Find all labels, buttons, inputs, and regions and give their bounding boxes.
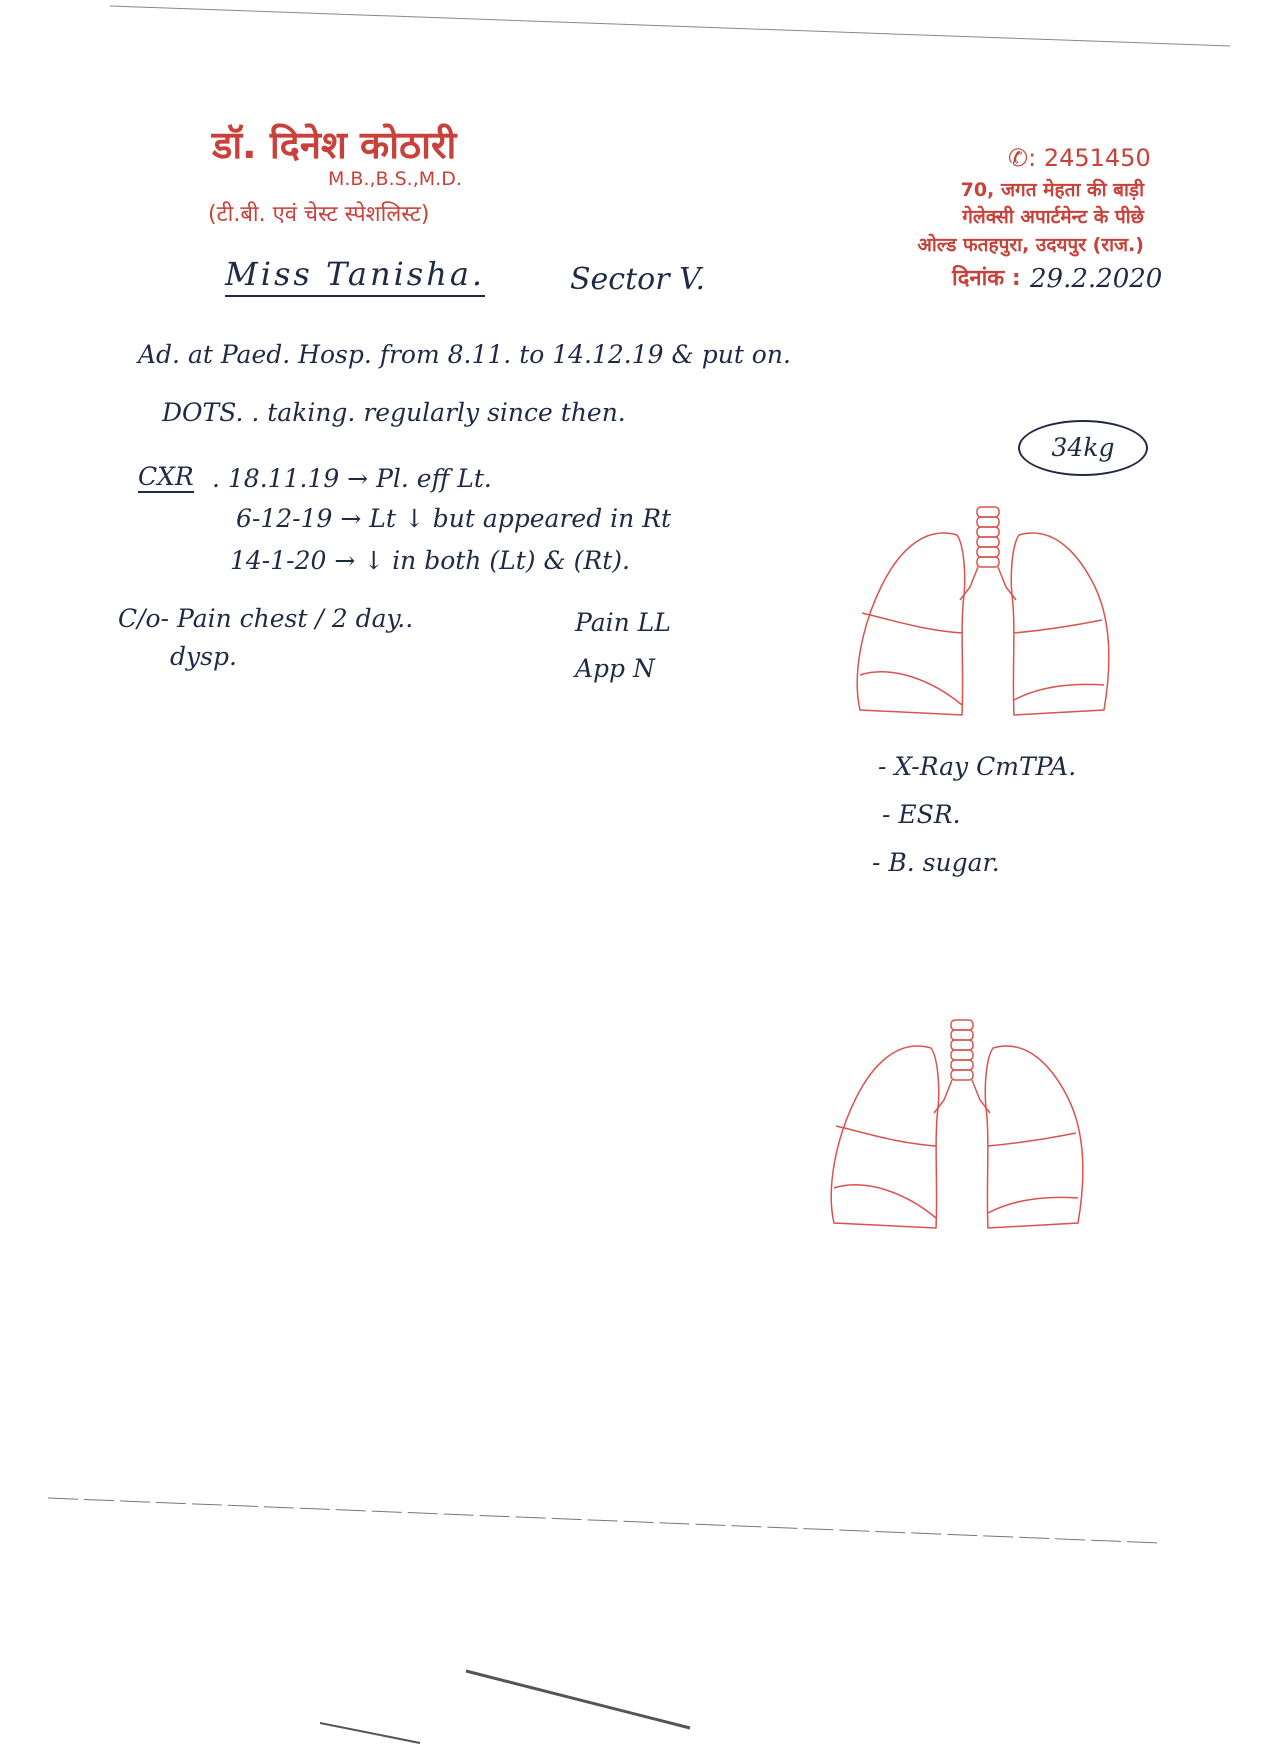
complaint-chest-pain: C/o- Pain chest / 2 day..: [118, 604, 414, 633]
admission-note: Ad. at Paed. Hosp. from 8.11. to 14.12.19 & put on.: [138, 340, 791, 369]
lungs-diagram-icon: [826, 1018, 1086, 1233]
scan-artifacts: [0, 1453, 1264, 1753]
date-label: दिनांक :: [952, 266, 1021, 291]
doctor-name: डॉ. दिनेश कोठारी: [212, 123, 457, 167]
investigation-esr: - ESR.: [882, 800, 961, 829]
cxr-entry-1: . 18.11.19 → Pl. eff Lt.: [212, 464, 492, 493]
patient-sector: Sector V.: [570, 262, 706, 297]
address-line-3: ओल्ड फतहपुरा, उदयपुर (राज.): [917, 234, 1144, 256]
patient-name: Miss Tanisha.: [225, 255, 485, 297]
phone-number: ✆: 2451450: [1008, 144, 1151, 172]
doctor-specialty: (टी.बी. एवं चेस्ट स्पेशलिस्ट): [208, 202, 430, 227]
cxr-entry-2: 6-12-19 → Lt ↓ but appeared in Rt: [236, 504, 672, 533]
weight-badge: 34kg: [1018, 420, 1148, 476]
exam-pain: Pain LL: [575, 608, 671, 637]
top-rule: [0, 0, 1264, 60]
cxr-label: CXR: [138, 462, 194, 491]
dots-note: DOTS. . taking. regularly since then.: [162, 398, 626, 427]
complaint-dyspnea: dysp.: [170, 642, 237, 671]
cxr-entry-3: 14-1-20 → ↓ in both (Lt) & (Rt).: [230, 546, 630, 575]
investigation-xray: - X-Ray CmTPA.: [878, 752, 1077, 781]
date-value: 29.2.2020: [1030, 264, 1163, 294]
investigation-bsugar: - B. sugar.: [872, 848, 1000, 877]
lungs-diagram-icon: [852, 505, 1112, 720]
exam-appetite: App N: [575, 654, 655, 683]
address-line-2: गेलेक्सी अपार्टमेन्ट के पीछे: [962, 206, 1144, 228]
address-line-1: 70, जगत मेहता की बाड़ी: [960, 179, 1144, 201]
doctor-degree: M.B.,B.S.,M.D.: [328, 168, 462, 190]
